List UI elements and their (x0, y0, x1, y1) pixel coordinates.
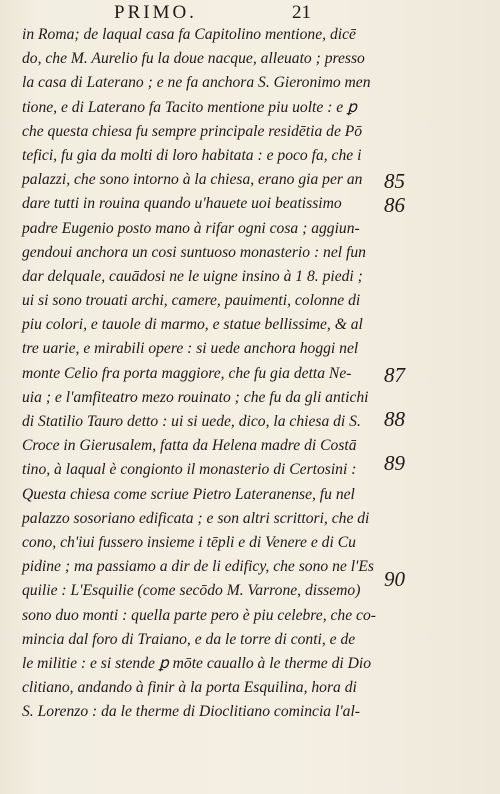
text-line: palazzo sosoriano edificata ; e son altri scrittori, che di (22, 509, 370, 527)
text-line: gendoui anchora un cosi suntuoso monasterio : nel fun (22, 243, 366, 261)
text-line: do, che M. Aurelio fu la doue nacque, alleuato ; presso (22, 50, 365, 68)
text-line: padre Eugenio posto mano à rifar ogni cosa ; aggiun- (22, 219, 360, 237)
marginal-number: 85 (384, 169, 405, 193)
text-line: quilie : L'Esquilie (come secōdo M. Varrone, dissemo) (22, 582, 361, 600)
text-line: sono duo monti : quella parte pero è piu celebre, che co- (22, 606, 376, 624)
page-number: 21 (292, 2, 311, 23)
text-line: tino, à laqual è congionto il monasterio di Certosini : (22, 461, 357, 479)
marginal-number: 87 (384, 363, 405, 387)
text-line: mincia dal foro di Traiano, e da le torre di conti, e de (22, 630, 356, 648)
text-line: palazzi, che sono intorno à la chiesa, erano gia per an (22, 171, 363, 189)
text-line: le militie : e si stende ꝑ mōte cauallo à le therme di Dio (22, 654, 371, 672)
text-line: S. Lorenzo : da le therme di Dioclitiano comincia l'al- (22, 703, 360, 721)
text-line: ui si sono trouati archi, camere, pauimenti, colonne di (22, 292, 361, 310)
marginal-number: 90 (384, 567, 405, 591)
text-line: in Roma; de laqual casa fa Capitolino mentione, dicē (22, 26, 356, 43)
text-line: tione, e di Laterano fa Tacito mentione piu uolte : e ꝑ (22, 98, 358, 116)
text-line: cono, ch'iui fussero insieme i tēpli e di Venere e di Cu (22, 533, 356, 551)
text-line: uia ; e l'amfiteatro mezo rouinato ; che fu da gli antichi (22, 388, 369, 406)
marginal-number: 86 (384, 193, 405, 217)
text-line: tre uarie, e mirabili opere : si uede anchora hoggi nel (22, 340, 359, 358)
text-line: che questa chiesa fu sempre principale residētia de Pō (22, 122, 363, 140)
text-line: di Statilio Tauro detto : ui si uede, dico, la chiesa di S. (22, 413, 361, 430)
text-line: dar delquale, cauādosi ne le uigne insino à 1 8. piedi ; (22, 267, 363, 285)
marginal-number: 89 (384, 451, 405, 475)
text-line: tefici, fu gia da molti di loro habitata : e poco fa, che i (22, 146, 362, 164)
text-line: la casa di Laterano ; e ne fa anchora S. Gieronimo men (22, 74, 371, 92)
text-line: Questa chiesa come scriue Pietro Lateranense, fu nel (22, 485, 355, 503)
running-head: PRIMO. (114, 2, 197, 23)
text-line: Croce in Gierusalem, fatta da Helena madre di Costā (22, 437, 357, 455)
text-line: pidine ; ma passiamo a dir de li edificy, che sono ne l'Es (22, 558, 374, 576)
marginal-number: 88 (384, 407, 405, 431)
text-line: clitiano, andando à finir à la porta Esquilina, hora di (22, 679, 357, 697)
text-line: dare tutti in rouina quando u'hauete uoi beatissimo (22, 195, 342, 213)
body-text (22, 23, 384, 724)
text-line: monte Celio fra porta maggiore, che fu gia detta Ne- (22, 364, 352, 382)
marginal-numbers (384, 23, 424, 723)
text-line: piu colori, e tauole di marmo, e statue bellissime, & al (22, 316, 363, 334)
